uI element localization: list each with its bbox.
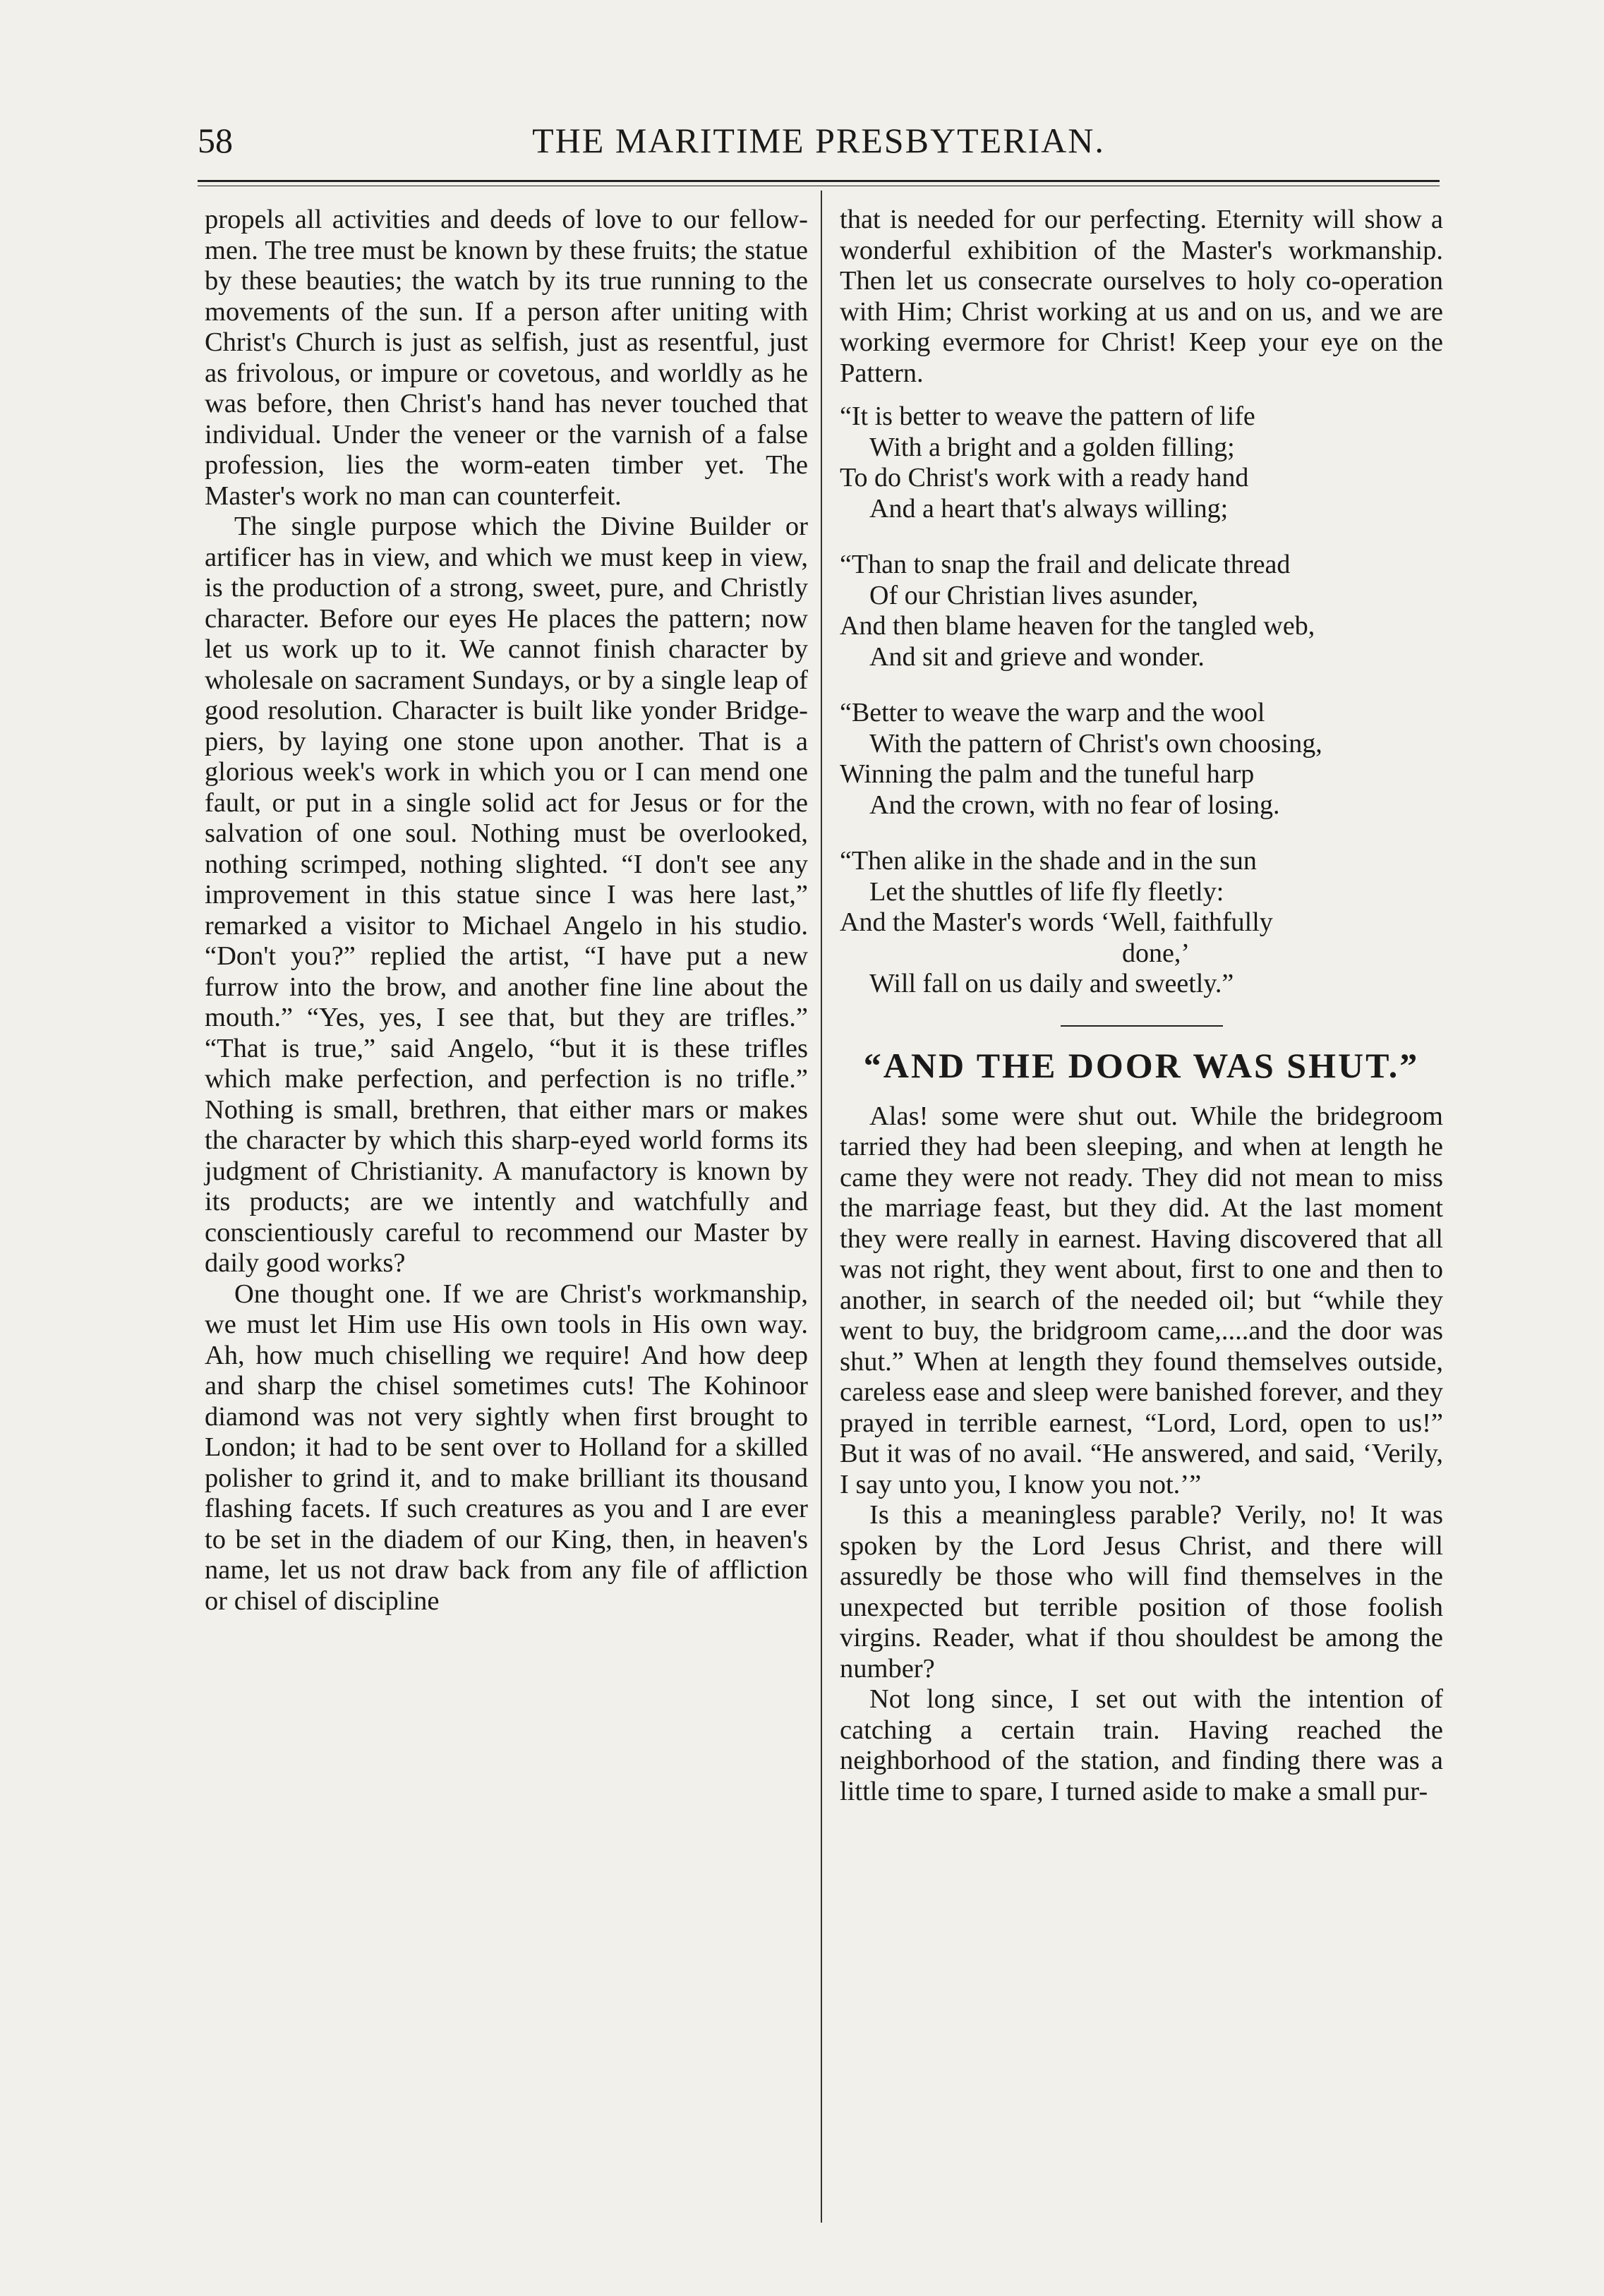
- right-paragraph-3: Not long since, I set out with the intention of catching a certain train. Having reached the neighborhood of the station, and finding there was a little time to spare, I turned aside to make a small pur-: [840, 1684, 1443, 1806]
- right-paragraph-1: Alas! some were shut out. While the bridegroom tarried they had been sleeping, and when at length he came they were not ready. They did not mean to miss the marriage feast, but they did. At the last moment they were really in earnest. Having discovered that all was not right, they went about, first to one and then to another, in search of the needed oil; but “while they went to buy, the bridgroom came,....and the door was shut.” When at length they found themselves outside, careless ease and sleep were banished forever, and they prayed in terrible earnest, “Lord, Lord, open to us!” But it was of no avail. “He answered, and said, ‘Verily, I say unto you, I know you not.’”: [840, 1101, 1443, 1499]
- poem: [840, 401, 1443, 1000]
- poem-line: Let the shuttles of life fly fleetly:: [869, 876, 1224, 907]
- poem-line: To do Christ's work with a ready hand: [840, 463, 1249, 493]
- poem-line: Will fall on us daily and sweetly.”: [869, 969, 1234, 998]
- poem-line: With the pattern of Christ's own choosing,: [869, 728, 1322, 759]
- left-column: [205, 205, 808, 1617]
- poem-line: And sit and grieve and wonder.: [869, 641, 1205, 672]
- poem-line: And a heart that's always willing;: [869, 493, 1229, 524]
- poem-line: “Than to snap the frail and delicate thread: [840, 550, 1291, 579]
- poem-line: “Better to weave the warp and the wool: [840, 698, 1265, 727]
- poem-line: Winning the palm and the tuneful harp: [840, 759, 1255, 789]
- right-paragraph-2: Is this a meaningless parable? Verily, no! It was spoken by the Lord Jesus Christ, and there will assuredly be those who will find themselves in the unexpected but terrible position of those foolish virgins. Reader, what if thou shouldest be among the number?: [840, 1500, 1443, 1684]
- poem-line: done,’: [1122, 938, 1190, 968]
- poem-stanza-3: [840, 698, 1443, 821]
- poem-line: With a bright and a golden filling;: [869, 432, 1235, 462]
- section-divider: [1061, 1025, 1223, 1027]
- right-column: [840, 205, 1443, 1807]
- poem-stanza-4: [840, 846, 1443, 1000]
- page-header: [198, 106, 1440, 169]
- poem-line: And the Master's words ‘Well, faithfully: [840, 907, 1273, 937]
- page-number: 58: [198, 121, 233, 160]
- right-intro-paragraph: that is needed for our perfecting. Eternity will show a wonderful exhibition of the Master's workmanship. Then let us consecrate ourselves to holy co-operation with Him; Christ working at us and on us, and we are working evermore for Christ! Keep your eye on the Pattern.: [840, 205, 1443, 388]
- poem-line: “Then alike in the shade and in the sun: [840, 846, 1257, 876]
- left-paragraph-3: One thought one. If we are Christ's workmanship, we must let Him use His own tools in His own way. Ah, how much chiselling we require! And how deep and sharp the chisel sometimes cuts! The Kohinoor diamond was not very sightly when first brought to London; it had to be sent over to Holland for a skilled polisher to grind it, and to make brilliant its thousand flashing facets. If such creatures as you and I are ever to be set in the diadem of our King, then, in heaven's name, let us not draw back from any file of affliction or chisel of discipline: [205, 1279, 808, 1616]
- poem-line: And the crown, with no fear of losing.: [869, 790, 1280, 820]
- header-rule: [198, 180, 1440, 182]
- section-heading: “AND THE DOOR WAS SHUT.”: [863, 1045, 1420, 1085]
- poem-line: Of our Christian lives asunder,: [869, 580, 1199, 610]
- poem-line: And then blame heaven for the tangled web,: [840, 611, 1315, 641]
- poem-stanza-1: [840, 401, 1443, 524]
- left-paragraph-1: propels all activities and deeds of love to our fellow-men. The tree must be known by these fruits; the statue by these beauties; the watch by its true running to the movements of the sun. If a person after uniting with Christ's Church is just as selfish, just as resentful, just as frivolous, or impure or covetous, and worldly as he was before, then Christ's hand has never touched that individual. Under the veneer or the varnish of a false profession, lies the worm-eaten timber yet. The Master's work no man can counterfeit.: [205, 205, 808, 511]
- column-divider: [821, 191, 822, 2223]
- left-paragraph-2: The single purpose which the Divine Builder or artificer has in view, and which we must keep in view, is the production of a strong, sweet, pure, and Christly character. Before our eyes He places the pattern; now let us work up to it. We cannot finish character by wholesale on sacrament Sundays, or by a single leap of good resolution. Character is built like yonder Bridge-piers, by laying one stone upon another. That is a glorious week's work in which you or I can mend one fault, or put in a single solid act for Jesus or for the salvation of one soul. Nothing must be overlooked, nothing scrimped, nothing slighted. “I don't see any improvement in this statue since I was here last,” remarked a visitor to Michael Angelo in his studio. “Don't you?” replied the artist, “I have put a new furrow into the brow, and another fine line about the mouth.” “Yes, yes, I see that, but they are trifles.” “That is true,” said Angelo, “but it is these trifles which make perfection, and perfection is no trifle.” Nothing is small, brethren, that either mars or makes the character by which this sharp-eyed world forms its judgment of Christianity. A manufactory is known by its products; are we intently and watchfully and conscientiously careful to recommend our Master by daily good works?: [205, 512, 808, 1278]
- running-title: THE MARITIME PRESBYTERIAN.: [532, 121, 1105, 160]
- poem-line: “It is better to weave the pattern of life: [840, 401, 1255, 431]
- poem-stanza-2: [840, 550, 1443, 672]
